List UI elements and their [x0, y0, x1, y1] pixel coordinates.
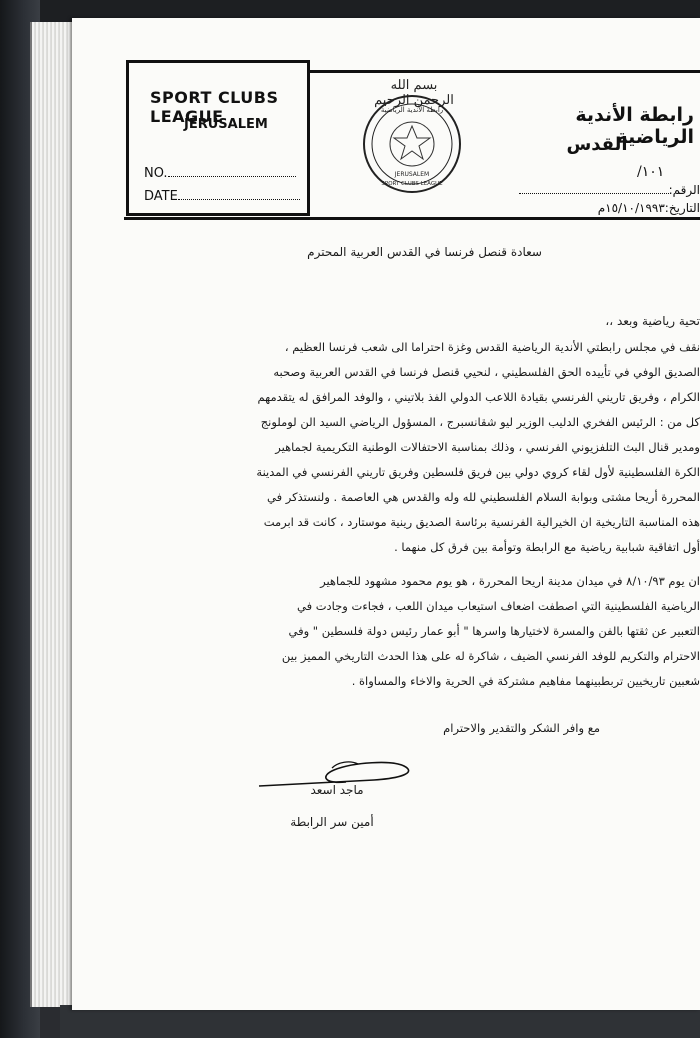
body-line: هذه المناسبة التاريخية ان الخيرالية الفرنسية برئاسة الصديق رينية موستارد ، كانت قد ابرمت [263, 515, 700, 529]
english-date-field [144, 189, 300, 204]
signer-role: أمين سر الرابطة [290, 815, 374, 829]
arabic-city: القدس [566, 134, 628, 155]
arabic-ref-field [482, 183, 700, 197]
body-line: ان يوم ٨/١٠/٩٣ في ميدان مدينة اريحا المحررة ، هو يوم محمود مشهود للجماهير [320, 574, 700, 588]
no-dotted-line [168, 166, 296, 177]
body-line: الاحترام والتكريم للوفد الفرنسي الضيف ، شاكرة له على هذا الحدث التاريخي المميز بين [281, 649, 700, 663]
seal-arabic-text: رابطة الأندية الرياضية [380, 106, 444, 114]
english-no-field [144, 166, 296, 181]
arabic-date-field [482, 201, 700, 215]
letter-page [72, 18, 700, 1010]
english-org-name: SPORT CLUBS LEAGUE [150, 88, 279, 126]
date-label-arabic: التاريخ: [664, 201, 700, 215]
seal-english-text: SPORT CLUBS LEAGUE [381, 181, 443, 187]
date-value: ١٥/١٠/١٩٩٣م [597, 201, 665, 215]
body-line: المحررة أريحا مشتى وبوابة السلام الفلسطيني لله وله والقدس هي العاصمة . ولنستذكر في [267, 490, 700, 504]
seal-city-text: JERUSALEM [394, 171, 430, 178]
ref-dotted-line [519, 183, 669, 194]
league-seal-emblem [357, 76, 467, 201]
date-dotted-line [178, 189, 300, 200]
no-label: NO. [144, 166, 168, 181]
arabic-org-name: رابطة الأندية الرياضية [575, 104, 694, 148]
addressee-line: سعادة قنصل فرنسا في القدس العربية المحترم [307, 245, 542, 259]
body-line: كل من : الرئيس الفخري الدليب الوزير ليو شقانسبرج ، المسؤول الرياضي السيد الن لوملونج [260, 415, 700, 429]
body-line: شعبين تاريخيين تربطبينهما مفاهيم مشتركة في الحرية والاخاء والمساواة . [351, 674, 700, 688]
body-line: الرياضية الفلسطينية التي اصطفت اضعاف استيعاب ميدان اللعب ، فجاءت وجادت في [296, 599, 700, 613]
english-city: JERUSALEM [184, 117, 268, 132]
body-line: الصديق الوفي في تأييده الحق الفلسطيني ، لنحيي قنصل فرنسا في القدس العربية وصحبه [273, 365, 700, 379]
ref-label: الرقم: [668, 183, 700, 197]
date-label: DATE [144, 189, 178, 204]
closing-line: مع وافر الشكر والتقدير والاحترام [443, 721, 600, 735]
letterhead-bottom-rule [124, 217, 700, 220]
body-line: نقف في مجلس رابطتي الأندية الرياضية القدس وغزة احتراما الى شعب فرنسا العظيم ، [284, 340, 700, 354]
body-line: الكرة الفلسطينية لأول لقاء كروي دولي بين فريق فلسطين وفريق تاريني الفرنسي في المدينة [256, 465, 700, 479]
reference-number: ١٠١/ [637, 164, 665, 180]
body-line: ومدير قنال البث التلفزيوني الفرنسي ، وذلك بمناسبة الاحتفالات الوطنية التكريمية لجماهير [275, 440, 700, 454]
body-line: الكرام ، وفريق تاريني الفرنسي بقيادة اللاعب الدولي الفذ بلاتيني ، والوفد المرافق له يتقدمهم [257, 390, 700, 404]
signer-name: ماجد اسعد [310, 783, 364, 797]
bismillah-calligraphy: بسم الله الرحمن الرحيم [374, 78, 454, 108]
body-line: أول اتفاقية شبابية رياضية مع الرابطة وتوأمة بين فرق كل منهما . [394, 540, 700, 554]
greeting-line: تحية رياضية وبعد ،، [605, 314, 700, 328]
body-line: التعبير عن ثقتها بالفن والمسرة لاختيارها واسرها " أبو عمار رئيس دولة فلسطين " وفي [288, 624, 700, 638]
